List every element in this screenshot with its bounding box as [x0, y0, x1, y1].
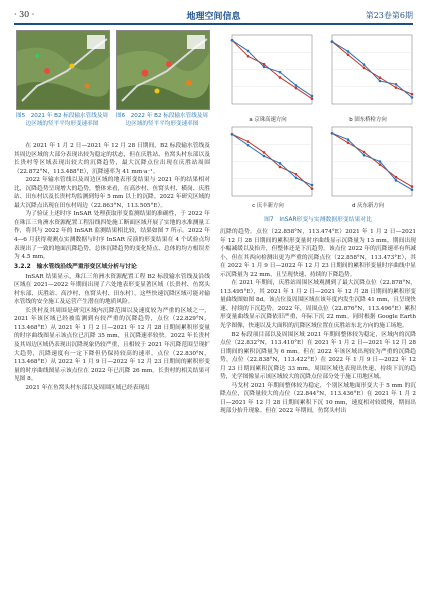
- left-paragraph-1: 在 2021 年 1 月 2 日—2021 年 12 月 28 日期间，B2 标段输水管线及其周边区域的大部分表现出较为稳定的状态，但在庆胜站、鱼窝头村东部以及长贵村等区域表现出较大的沉降趋势，最大沉降点位出现在庆胜站周围（22.872°N，113.488°E），沉降速率为 41 mm·a⁻¹。: [14, 143, 210, 175]
- chart-a: [220, 30, 316, 114]
- data-point: [411, 96, 414, 99]
- left-paragraph-2: 2022 年输水管线以及周边区域的地表形变结果与 2021 年的结果相对比，沉降趋势呈现增大的趋势，整体来看，在高沙村、鱼窝头村、横岗、庆胜站、田东村以及长贵村均监测到每年 5 mm 以上的沉降。2022 年研究区域的最大沉降点出现在田东村周边（22.863°N，113.505°E）。: [14, 177, 210, 209]
- data-point: [311, 187, 314, 190]
- fig7-caption: 图7 InSAR形变与实测数据形变结果对比: [264, 217, 372, 223]
- fig5-image: [16, 30, 110, 110]
- data-point: [379, 160, 382, 163]
- header-rule: [14, 23, 413, 25]
- data-point: [279, 76, 282, 79]
- chart-c: [220, 122, 316, 206]
- right-column: [220, 30, 416, 416]
- data-point: [379, 80, 382, 83]
- data-point: [295, 177, 298, 180]
- data-point: [411, 185, 414, 188]
- data-point: [279, 162, 282, 165]
- data-point: [395, 83, 398, 86]
- data-point: [347, 138, 350, 141]
- data-point: [263, 151, 266, 154]
- data-point: [379, 76, 382, 79]
- fig6-caption: 图6 2022 年 B2 标段输水管线及周边区域的竖平平均形变速率图: [115, 113, 209, 127]
- figure-photos: [14, 30, 210, 142]
- left-column: [14, 30, 210, 392]
- data-point: [247, 144, 250, 147]
- data-point: [395, 176, 398, 179]
- page-number: · 30 ·: [14, 10, 35, 19]
- data-point: [311, 184, 314, 187]
- section-heading: 3.2.2 输水管线沿线严重形变区域分析与讨论: [14, 263, 137, 270]
- fig6-image: [116, 30, 210, 110]
- data-point: [231, 133, 234, 136]
- data-point: [295, 87, 298, 90]
- data-point: [279, 71, 282, 74]
- chart-d-label: d 庆东新方向: [351, 203, 385, 209]
- left-paragraph-5: 长贵村及其周围是研究区域内沉降范围以及速度较为严重的区域之一，2021 年该区域已经被监测到有较严重的沉降趋势，点位（22.829°N，113.468°E）从 2021 年 1 月 2 日—2021 年 12 月 28 日期间累积形变量的时序曲线图显示该点位已沉降 35 mm，且沉降速率较快。2022 年长贵村及其周边区域仍表现出沉降现象仍较严重，且相较于 2021 年沉降范围呈现扩大趋势，沉降速度有一定下降但仍保持较高的速率。点位（22.830°N，113.468°E）从 2022 年 1 月 9 日—2022 年 12 月 23 日期间的累积形变量的时序曲线图显示该点位在 2022 年已沉降 26 mm。长贵村的相关结果可见图 8。: [14, 307, 210, 383]
- chart-d: [320, 122, 416, 206]
- data-point: [363, 151, 366, 154]
- right-paragraph-2: 在 2021 年期间，庆胜站周围区域观测到了最大沉降点位（22.878°N，113.495°E），其 2021 年 1 月 2 日—2021 年 12 月 28 日期间的累积形变量曲线图如图 8d。该点位及周围区域在该年度内发生沉降 41 mm，且呈现快速、持续的下沉趋势。2022 年，周围点位（22.876°N，113.496°E）累积形变量曲线显示沉降依旧严重，年际下沉 22 mm。同时根据 Google Earth 光学图像，快速以及大面积的沉降区域位置在庆胜站东北方向的施工场地。: [220, 280, 416, 330]
- data-point: [331, 132, 334, 135]
- data-point: [363, 67, 366, 70]
- data-point: [331, 40, 334, 43]
- journal-title: 地理空间信息: [186, 12, 241, 22]
- data-point: [295, 84, 298, 87]
- right-paragraph-3: B2 标段项目部以及周围区域 2021 年期间整体较为稳定，区域内的沉降点位（22.832°N，113.410°E）在 2021 年 1 月 2 日—2021 年 12 月 28 日期间的累积沉降量为 6 mm。但在 2022 年该区域出现较为严重的沉降趋势，点位（22.838°N，113.422°E）在 2022 年 1 月 9 日—2022 年 12 月 23 日期间累积沉降达 33 mm，周围区域也表现出快速、持续下沉的趋势，光学图像显示该区域较大的沉降点位部分处于施工用地区域。: [220, 331, 416, 381]
- left-paragraph-4: InSAR 结果显示，珠江三角洲水资源配置工程 B2 标段输水管线及沿线区域在 2021—2022 年期间出现了六处地表形变显著区域（长贵村、鱼窝头村东部、庆胜站、高沙村、鱼窝头村、田东村），这些快速沉降区域可能对输水管线的安全施工及运营产生潜在的地质风险。: [14, 273, 210, 306]
- data-point: [311, 95, 314, 98]
- chart-b: [320, 30, 416, 114]
- data-point: [311, 97, 314, 100]
- data-point: [279, 166, 282, 169]
- data-point: [395, 179, 398, 182]
- data-point: [379, 163, 382, 166]
- chart-c-label: c 庆丰新方向: [252, 203, 284, 209]
- data-point: [247, 55, 250, 58]
- left-paragraph-6: 2021 年在鱼窝头村东部以及周围区域已经表现出: [25, 384, 150, 391]
- data-point: [363, 154, 366, 157]
- figure7-charts: [220, 30, 416, 220]
- data-point: [295, 173, 298, 176]
- data-point: [347, 50, 350, 53]
- data-point: [247, 140, 250, 143]
- fig5-caption: 图5 2021 年 B2 标段输水管线及周边区域的竖平平均形变速率图: [15, 113, 109, 127]
- issue-label: 第23卷第6期: [365, 11, 413, 20]
- right-paragraph-4: 马戈村 2021 年期间整体较为稳定，个别区域地面形变大于 5 mm 的沉降点位，沉降量较大的点位（22.844°N，113.436°E）在 2021 年 1 月 2 日—2021 年 12 月 28 日期间累积下沉 10 mm，速度相对较缓慢，期间出现部分抬升现象。但在 2022 年期间，鱼窝头村出: [220, 382, 416, 415]
- data-point: [263, 66, 266, 69]
- data-point: [247, 50, 250, 53]
- data-point: [347, 53, 350, 56]
- data-point: [231, 39, 234, 42]
- data-point: [395, 86, 398, 89]
- chart-a-label: a 京珠高速方向: [249, 117, 287, 123]
- chart-b-label: b 固东桥检方向: [349, 117, 387, 123]
- right-paragraph-1: 沉降的趋势。点位（22.858°N，113.474°E）2021 年 1 月 2 日—2021 年 12 月 28 日期间的累积形变量时序曲线显示沉降量为 13 mm，期间出现小幅减缓以及抬升，但整体还是下沉趋势。该点位 2022 年的沉降速率有所减小，但在其西向检测出更为严重的沉降点位（22.858°N，113.473°E），其在 2022 年 1 月 9 日—2022 年 12 月 23 日期间的累积形变量时序曲线中显示沉降量为 22 mm，且呈现快速、持续的下降趋势。: [220, 229, 416, 278]
- page-header: [14, 8, 413, 22]
- data-point: [263, 63, 266, 66]
- left-paragraph-3: 为了验证上述时序 InSAR 处理获取形变监测结果的准确性，于 2022 年在珠江三角洲水资源配置工程沿线四处施工断面区域开展了实地的水准测量工作，将其与 2022 年的 InSAR 监测结果相比较，结果如图 7 所示。2022 年 4—6 月获得观测点实测数据与时序 InSAR 反演的形变结果在 4 个试验点均表现出了一致的地面沉降趋势，总体沉降趋势的变化特点、总体的均方根误差为 4.5 mm。: [14, 211, 210, 261]
- data-point: [363, 63, 366, 66]
- data-point: [411, 93, 414, 96]
- data-point: [347, 141, 350, 144]
- data-point: [411, 188, 414, 191]
- data-point: [263, 155, 266, 158]
